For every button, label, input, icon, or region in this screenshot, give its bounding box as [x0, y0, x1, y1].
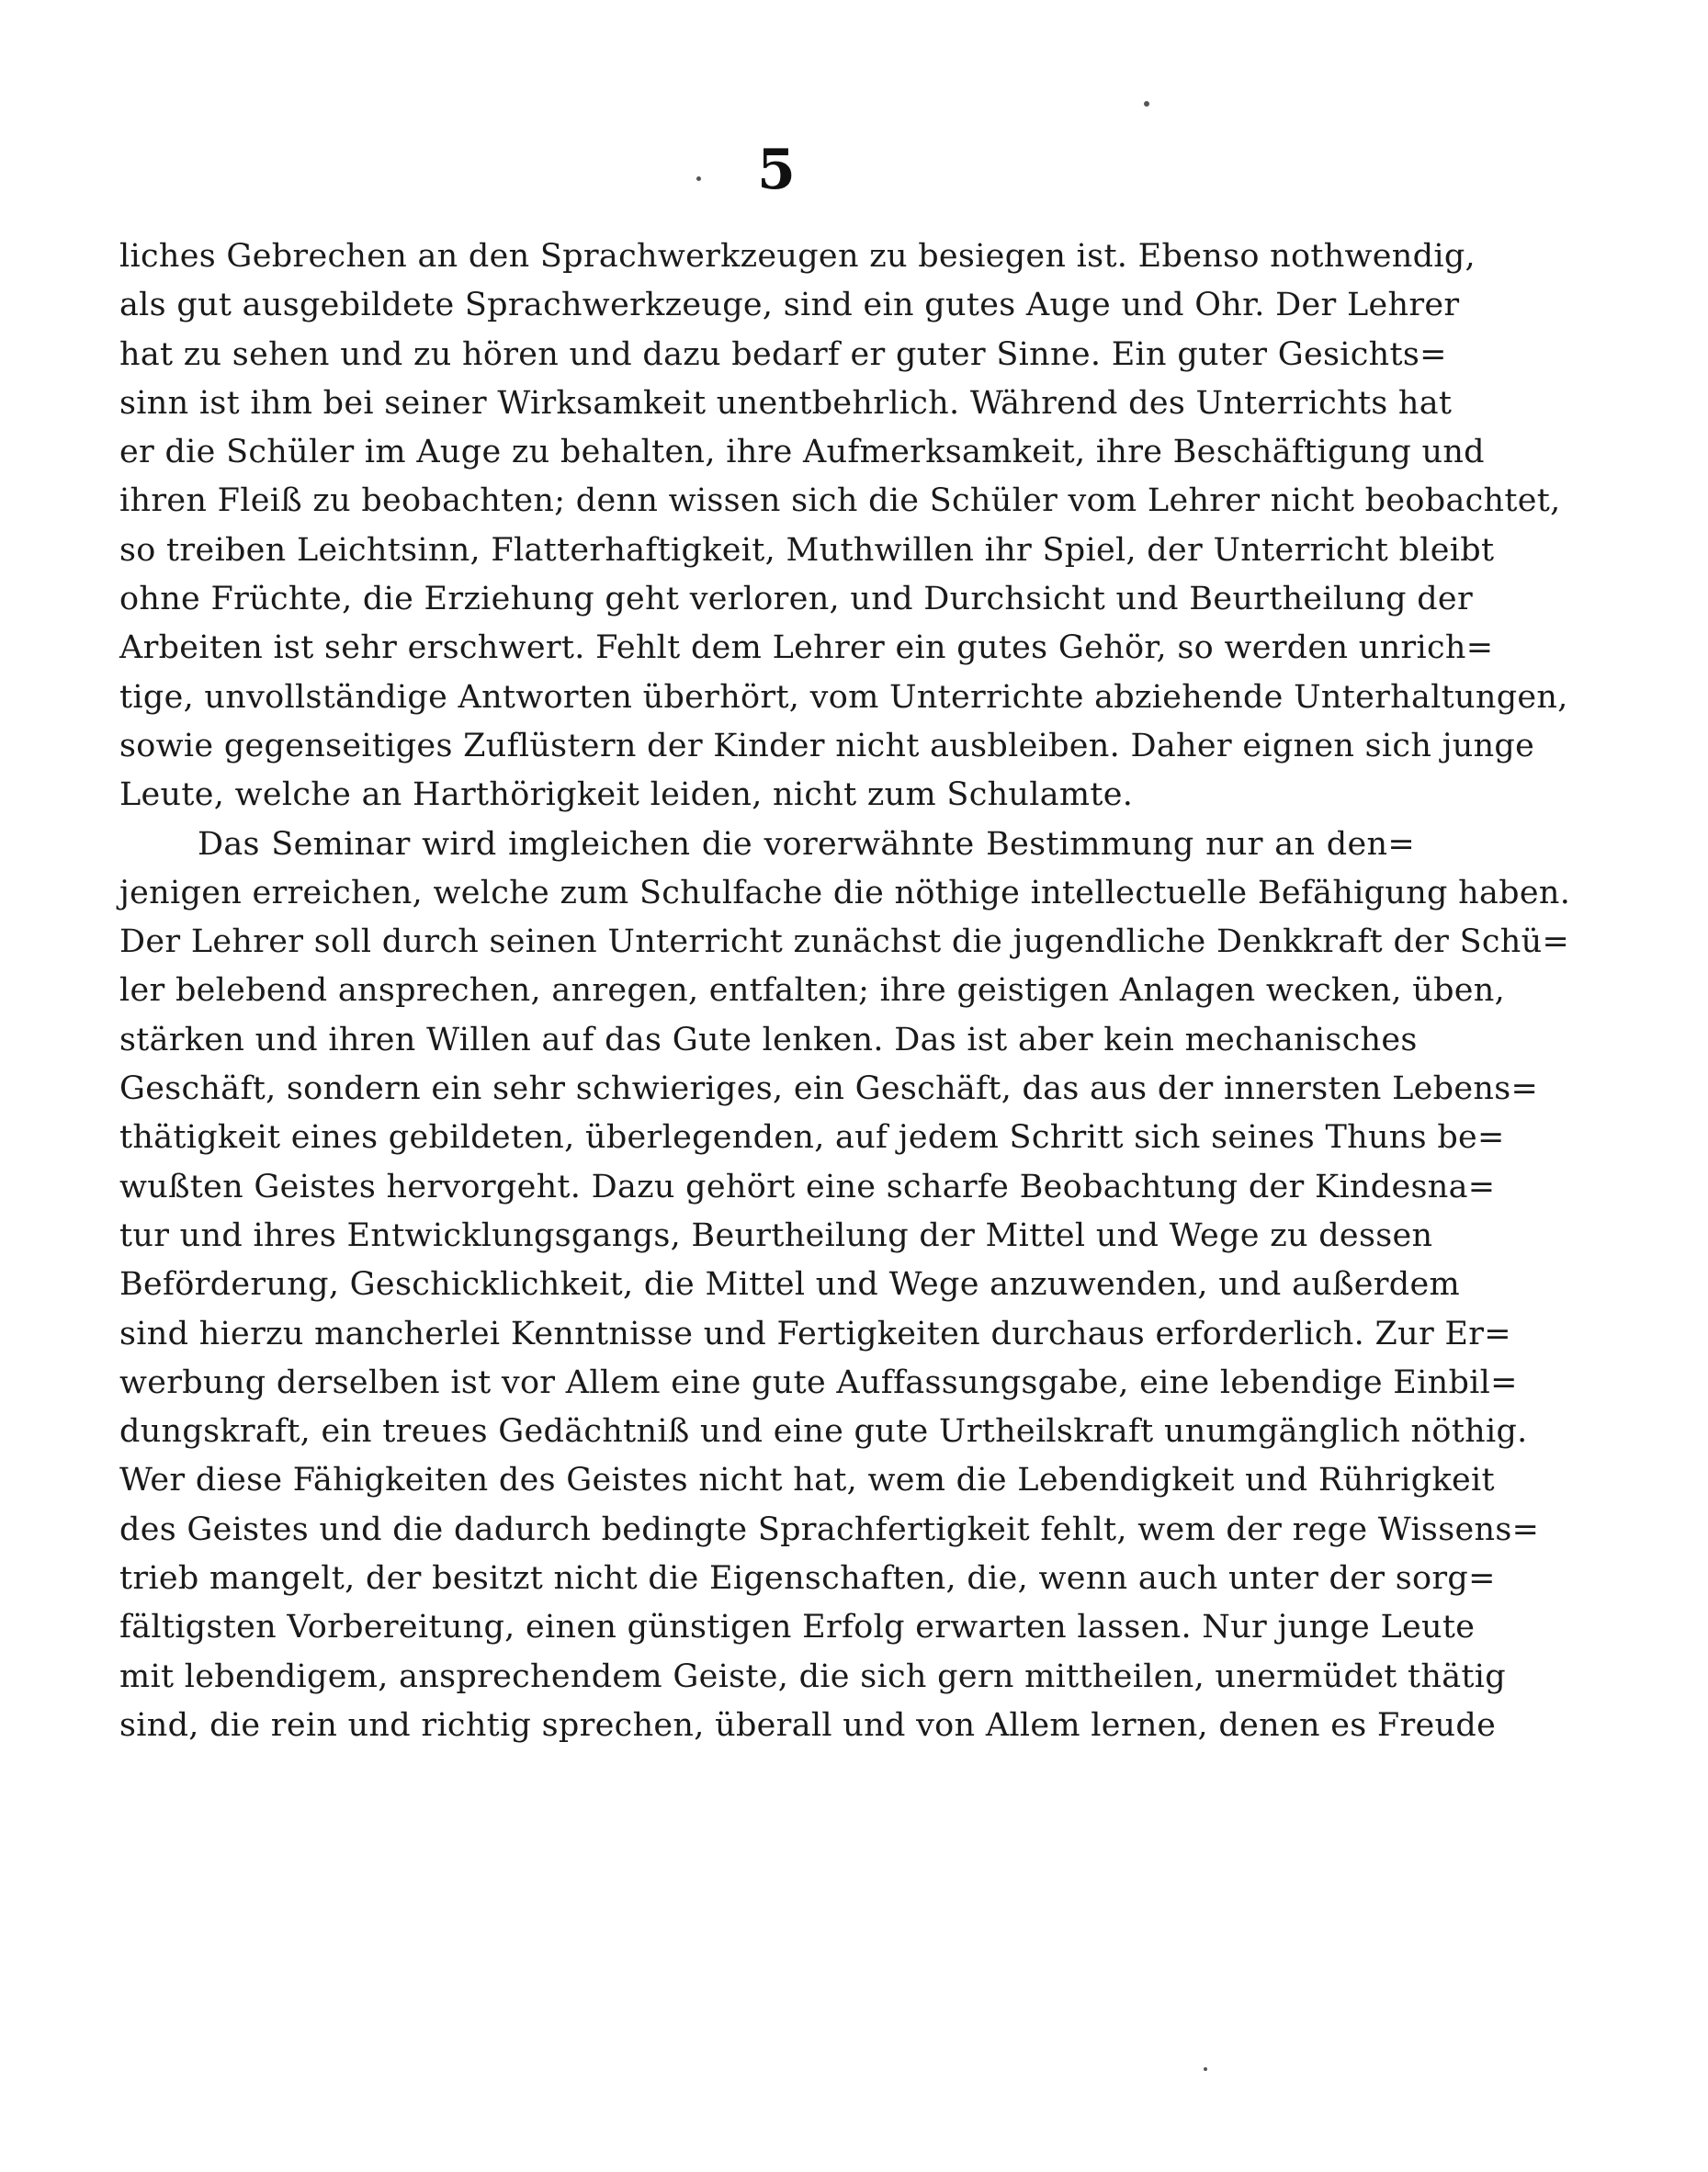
- text-line: Das Seminar wird imgleichen die vorerwähnte Bestimmung nur an den=: [198, 825, 1415, 863]
- text-line: sind hierzu mancherlei Kenntnisse und Fertigkeiten durchaus erforderlich. Zur Er=: [119, 1315, 1511, 1352]
- text-line: sowie gegenseitiges Zuflüstern der Kinder nicht ausbleiben. Daher eignen sich junge: [119, 727, 1535, 764]
- text-line: Wer diese Fähigkeiten des Geistes nicht hat, wem die Lebendigkeit und Rührigkeit: [119, 1462, 1495, 1499]
- text-line: tur und ihres Entwicklungsgangs, Beurtheilung der Mittel und Wege zu dessen: [119, 1216, 1433, 1254]
- text-line: werbung derselben ist vor Allem eine gute Auffassungsgabe, eine lebendige Einbil=: [119, 1363, 1518, 1401]
- text-line: liches Gebrechen an den Sprachwerkzeugen zu besiegen ist. Ebenso nothwendig,: [119, 238, 1476, 275]
- text-line: jenigen erreichen, welche zum Schulfache die nöthige intellectuelle Befähigung haben.: [119, 874, 1571, 911]
- body-text: [119, 232, 1571, 1750]
- text-line: Leute, welche an Harthörigkeit leiden, nicht zum Schulamte.: [119, 776, 1134, 814]
- text-line: als gut ausgebildete Sprachwerkzeuge, sind ein gutes Auge und Ohr. Der Lehrer: [119, 287, 1460, 324]
- text-line: ohne Früchte, die Erziehung geht verloren, und Durchsicht und Beurtheilung der: [119, 581, 1473, 618]
- text-line: wußten Geistes hervorgeht. Dazu gehört eine scharfe Beobachtung der Kindesna=: [119, 1168, 1496, 1205]
- text-line: mit lebendigem, ansprechendem Geiste, die sich gern mittheilen, unermüdet thätig: [119, 1657, 1506, 1695]
- text-line: er die Schüler im Auge zu behalten, ihre Aufmerksamkeit, ihre Beschäftigung und: [119, 434, 1485, 471]
- text-line: ler belebend ansprechen, anregen, entfalten; ihre geistigen Anlagen wecken, üben,: [119, 972, 1506, 1010]
- text-line: dungskraft, ein treues Gedächtniß und eine gute Urtheilskraft unumgänglich nöthig.: [119, 1413, 1528, 1451]
- text-line: hat zu sehen und zu hören und dazu bedarf er guter Sinne. Ein guter Gesichts=: [119, 335, 1447, 373]
- text-line: Der Lehrer soll durch seinen Unterricht zunächst die jugendliche Denkkraft der Schü=: [119, 923, 1570, 961]
- paper-speck: [1204, 2067, 1207, 2071]
- text-line: Beförderung, Geschicklichkeit, die Mittel und Wege anzuwenden, und außerdem: [119, 1266, 1461, 1304]
- text-line: sind, die rein und richtig sprechen, überall und von Allem lernen, denen es Freude: [119, 1706, 1497, 1744]
- text-line: sinn ist ihm bei seiner Wirksamkeit unentbehrlich. Während des Unterrichts hat: [119, 384, 1453, 422]
- text-line: Geschäft, sondern ein sehr schwieriges, ein Geschäft, das aus der innersten Lebens=: [119, 1070, 1539, 1108]
- text-line: thätigkeit eines gebildeten, überlegenden, auf jedem Schritt sich seines Thuns be=: [119, 1119, 1505, 1157]
- text-line: tige, unvollständige Antworten überhört, vom Unterrichte abziehende Unterhaltungen,: [119, 678, 1568, 716]
- paper-speck: [696, 176, 701, 181]
- text-line: so treiben Leichtsinn, Flatterhaftigkeit, Muthwillen ihr Spiel, der Unterricht bleibt: [119, 531, 1495, 569]
- text-line: Arbeiten ist sehr erschwert. Fehlt dem Lehrer ein gutes Gehör, so werden unrich=: [119, 629, 1494, 667]
- text-line: des Geistes und die dadurch bedingte Sprachfertigkeit fehlt, wem der rege Wissens=: [119, 1510, 1540, 1548]
- text-line: ihren Fleiß zu beobachten; denn wissen sich die Schüler vom Lehrer nicht beobachtet,: [119, 482, 1561, 520]
- text-line: fältigsten Vorbereitung, einen günstigen Erfolg erwarten lassen. Nur junge Leute: [119, 1609, 1476, 1646]
- page-number: 5: [757, 138, 796, 202]
- paper-speck: [1144, 101, 1149, 107]
- text-line: stärken und ihren Willen auf das Gute lenken. Das ist aber kein mechanisches: [119, 1021, 1418, 1058]
- text-line: trieb mangelt, der besitzt nicht die Eigenschaften, die, wenn auch unter der sorg=: [119, 1560, 1496, 1598]
